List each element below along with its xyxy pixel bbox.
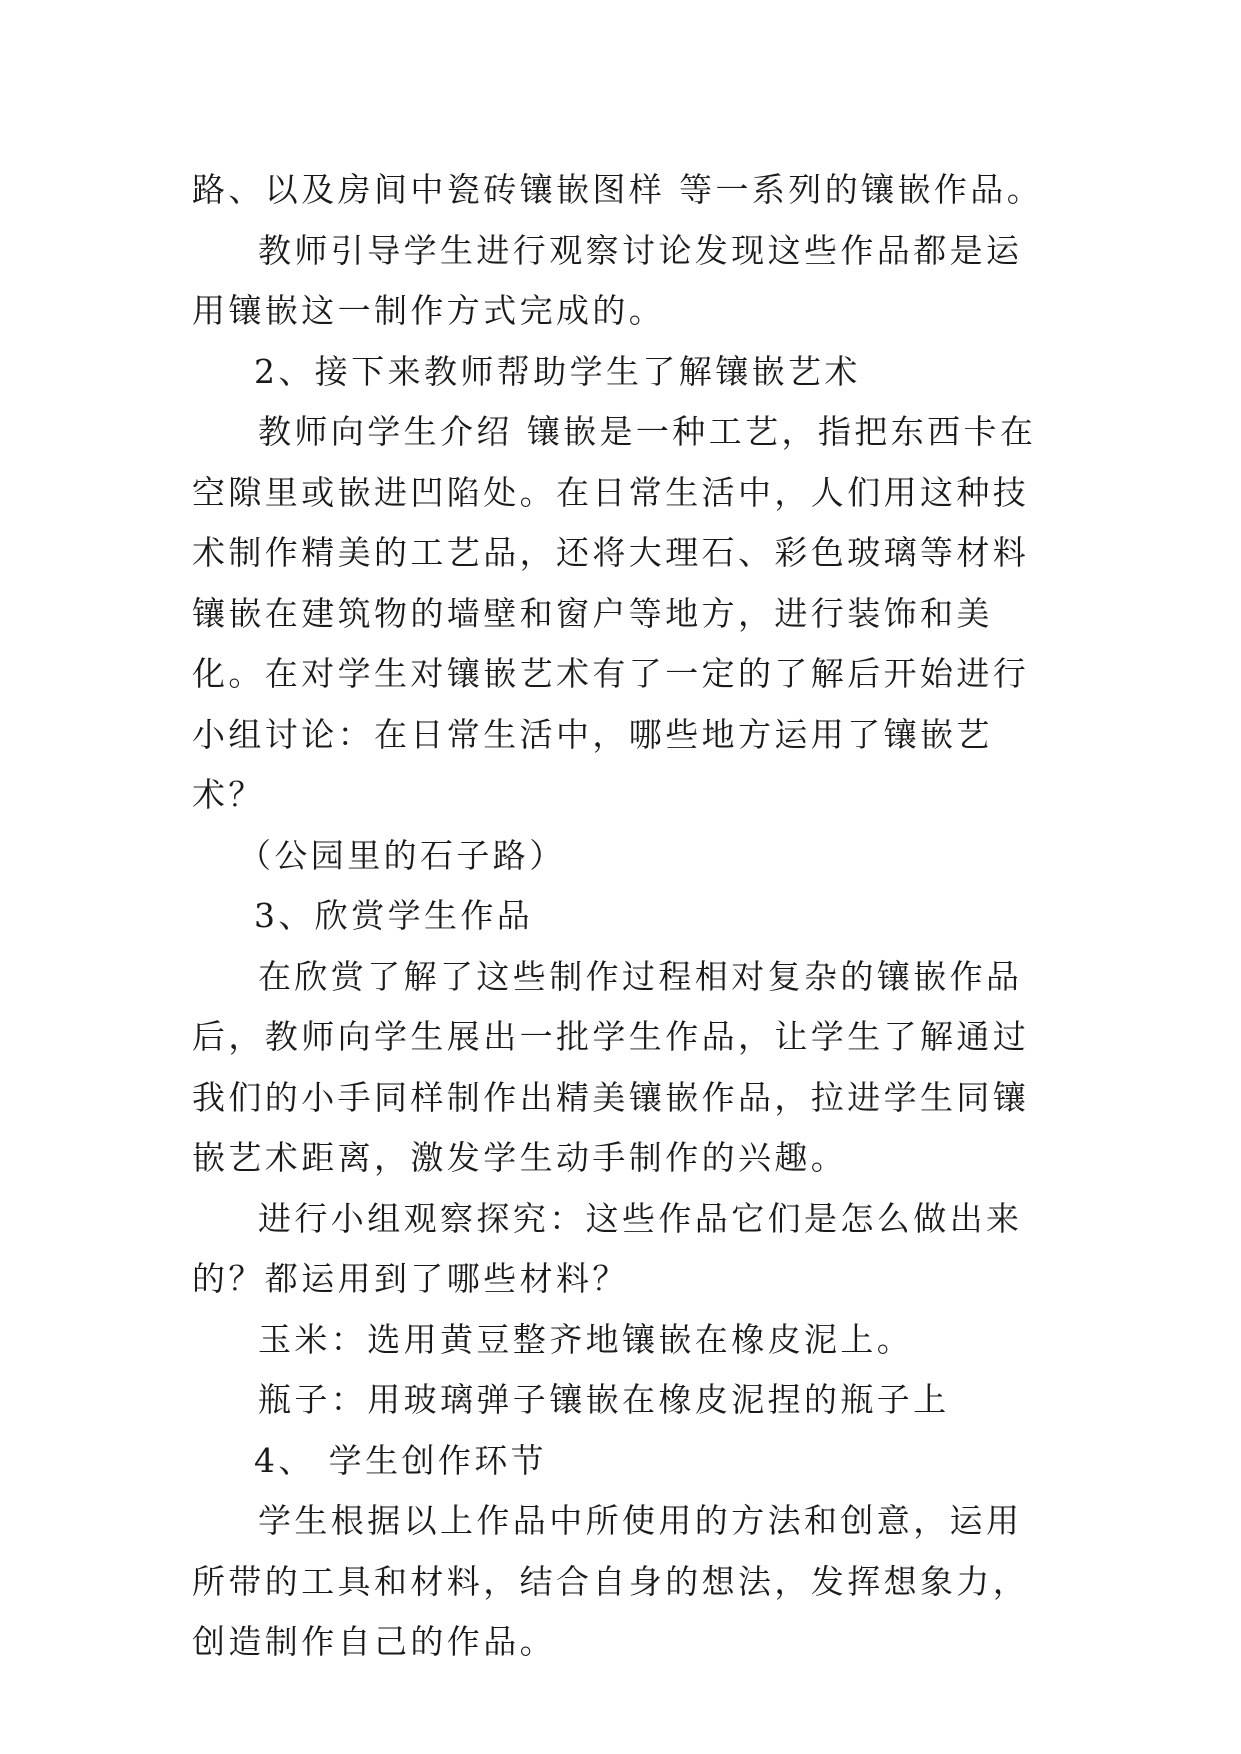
section-heading-3: 3、欣赏学生作品 — [254, 896, 534, 935]
paragraph-student-creation: 学生根据以上作品中所使用的方法和创意，运用所带的工具和材料，结合自身的想法，发挥想象力，创造制作自己的作品。 — [192, 1501, 1030, 1661]
paragraph-continuation: 路、以及房间中瓷砖镶嵌图样 等一系列的镶嵌作品。 — [192, 170, 1044, 209]
paragraph-bottle: 瓶子：用玻璃弹子镶嵌在橡皮泥捏的瓶子上 — [258, 1380, 950, 1419]
paragraph-corn: 玉米：选用黄豆整齐地镶嵌在橡皮泥上。 — [258, 1319, 914, 1359]
paragraph-mosaic-intro: 教师向学生介绍 镶嵌是一种工艺，指把东西卡在空隙里或嵌进凹陷处。在日常生活中，人们用这种技术制作精美的工艺品，还将大理石、彩色玻璃等材料镶嵌在建筑物的墙壁和窗户等地方，进行装饰和美化。在对学生对镶嵌艺术有了一定的了解后开始进行 小组讨论：在日常生活中，哪些地方运用了镶嵌艺术？ — [192, 412, 1044, 814]
paragraph-teacher-guide: 教师引导学生进行观察讨论发现这些作品都是运用镶嵌这一制作方式完成的。 — [192, 230, 1023, 330]
section-heading-4: 4、 学生创作环节 — [254, 1440, 548, 1480]
paragraph-park-path: （公园里的石子路） — [238, 835, 566, 875]
document-body — [192, 160, 1052, 1673]
paragraph-student-works: 在欣赏了解了这些制作过程相对复杂的镶嵌作品后，教师向学生展出一批学生作品，让学生了解通过我们的小手同样制作出精美镶嵌作品，拉进学生同镶嵌艺术距离，激发学生动手制作的兴趣。 — [192, 956, 1030, 1177]
paragraph-group-inquiry: 进行小组观察探究：这些作品它们是怎么做出来的？都运用到了哪些材料？ — [192, 1198, 1023, 1298]
section-heading-2: 2、接下来教师帮助学生了解镶嵌艺术 — [254, 351, 861, 391]
